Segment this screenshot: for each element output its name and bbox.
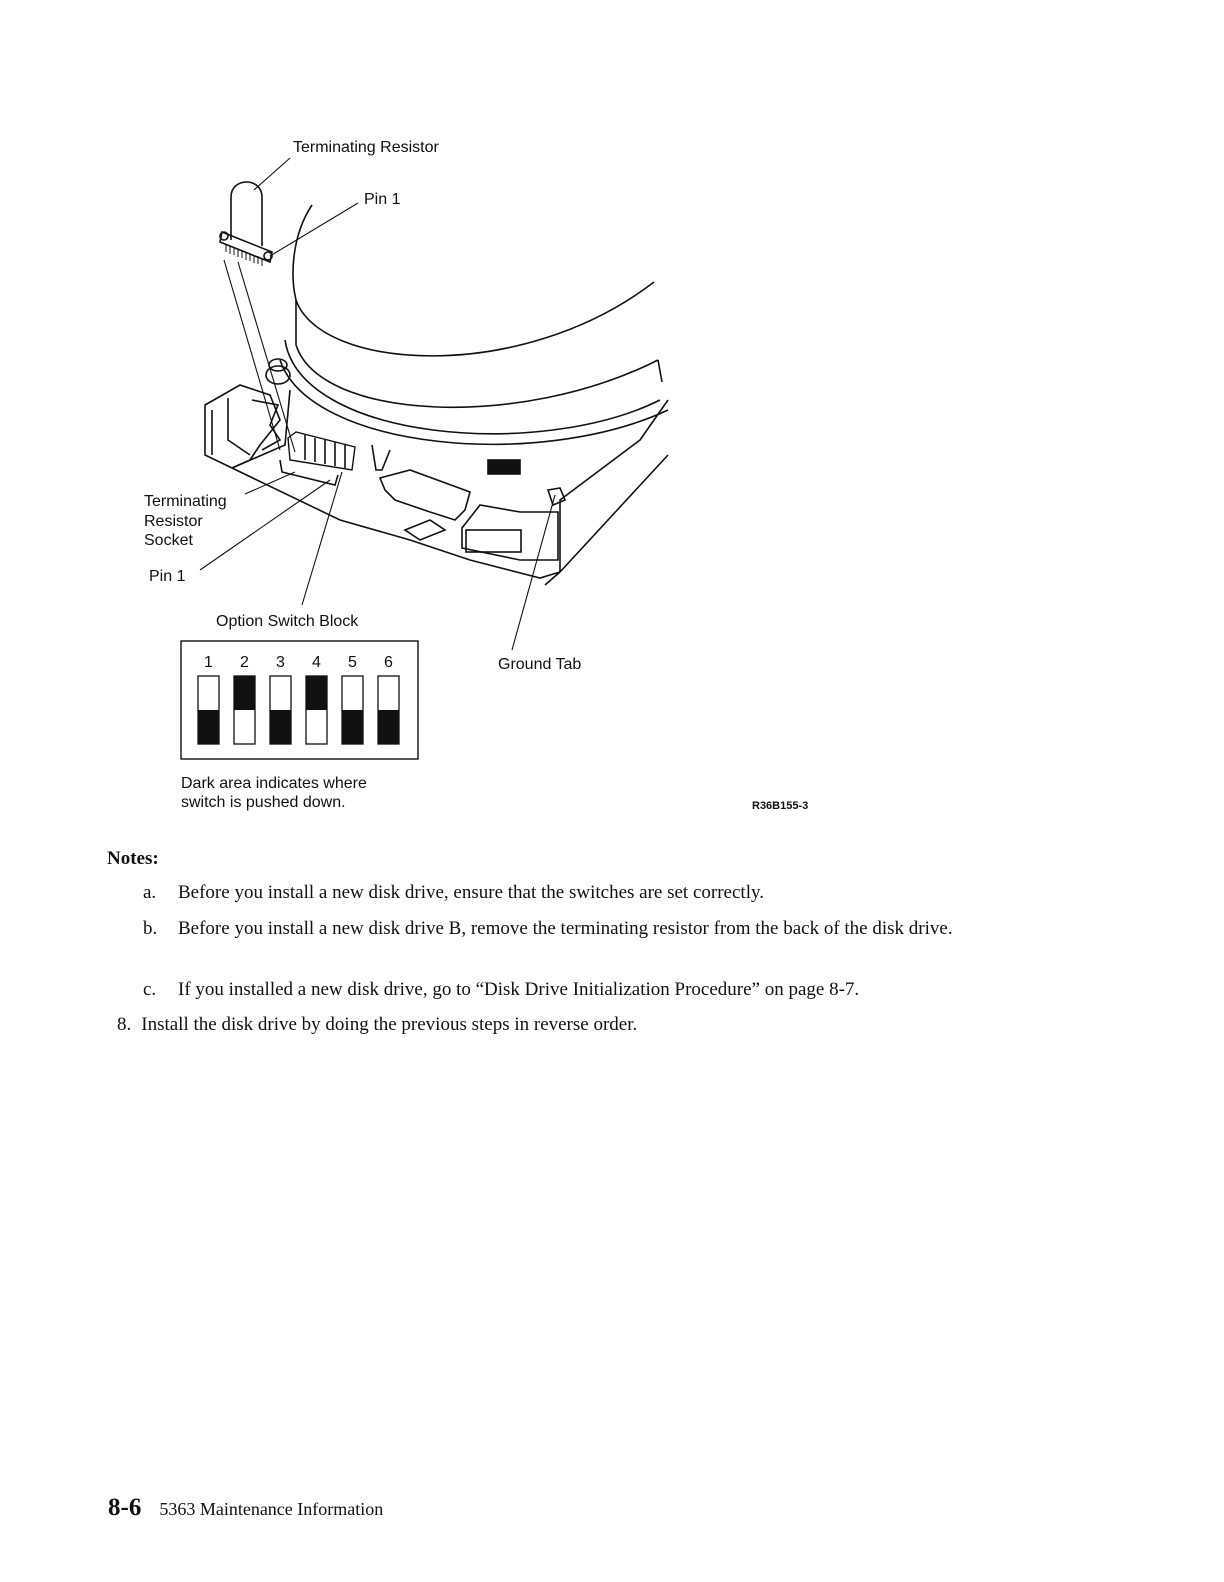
switch-number-1: 1 — [204, 654, 213, 671]
switch-4-pushed-area — [306, 676, 327, 710]
step-8 — [117, 1014, 637, 1036]
note-text: If you installed a new disk drive, go to “Disk Drive Initialization Procedure” on page 8-7. — [178, 979, 860, 1000]
page-number: 8-6 — [108, 1494, 142, 1521]
terminating-resistor-drawing — [220, 182, 272, 266]
switch-number-4: 4 — [312, 654, 321, 671]
switch-number-2: 2 — [240, 654, 249, 671]
page-footer — [108, 1494, 383, 1522]
option-switch-block — [181, 641, 418, 759]
note-marker: a. — [143, 882, 157, 903]
option-switch-block-label: Option Switch Block — [216, 613, 359, 630]
switch-number-5: 5 — [348, 654, 357, 671]
switch-number-3: 3 — [276, 654, 285, 671]
socket-label-line2: Resistor — [144, 513, 203, 530]
note-marker: c. — [143, 979, 157, 1000]
ground-tab-label: Ground Tab — [498, 656, 582, 673]
notes-heading: Notes: — [107, 848, 159, 869]
socket-label-line1: Terminating — [144, 493, 227, 510]
switch-6-pushed-area — [378, 710, 399, 744]
terminating-resistor-label: Terminating Resistor — [293, 139, 439, 156]
step-number: 8. — [117, 1014, 132, 1035]
step-text: Install the disk drive by doing the previous steps in reverse order. — [141, 1014, 638, 1035]
figure-id: R36B155-3 — [752, 800, 809, 812]
note-text: Before you install a new disk drive B, remove the terminating resistor from the back of the disk drive. — [178, 918, 953, 939]
pin1-left-label: Pin 1 — [149, 568, 186, 585]
switch-3-pushed-area — [270, 710, 291, 744]
switch-number-6: 6 — [384, 654, 393, 671]
pin1-top-label: Pin 1 — [364, 191, 401, 208]
caption-line1: Dark area indicates where — [181, 775, 367, 792]
note-marker: b. — [143, 918, 158, 939]
socket-label-line3: Socket — [144, 532, 193, 549]
note-text: Before you install a new disk drive, ensure that the switches are set correctly. — [178, 882, 764, 903]
caption-line2: switch is pushed down. — [181, 794, 346, 811]
footer-title: 5363 Maintenance Information — [159, 1499, 384, 1519]
disk-drive-drawing — [205, 205, 668, 585]
switch-1-pushed-area — [198, 710, 219, 744]
switch-2-pushed-area — [234, 676, 255, 710]
switch-5-pushed-area — [342, 710, 363, 744]
